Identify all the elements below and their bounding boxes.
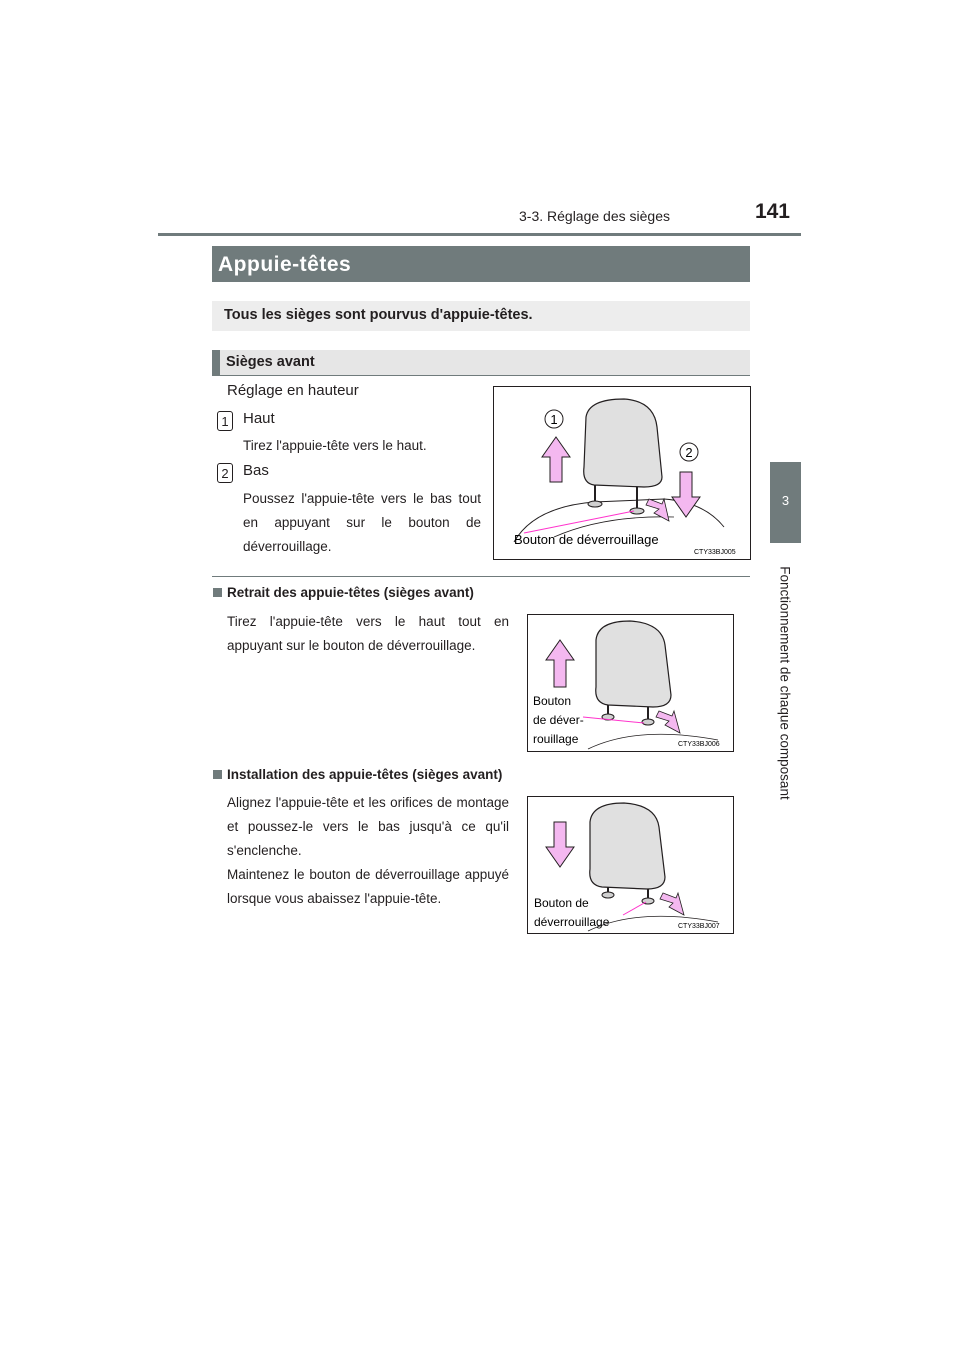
headrest-body bbox=[590, 803, 665, 889]
release-label-line2: déverrouillage bbox=[534, 915, 610, 929]
page-title-bar bbox=[212, 246, 750, 282]
section-divider bbox=[212, 576, 750, 577]
leader-line bbox=[524, 511, 634, 533]
figure-headrest-removal bbox=[527, 614, 734, 752]
figure-code: CTY33BJ007 bbox=[678, 923, 720, 930]
callout-1: 1 bbox=[550, 412, 558, 427]
press-arrow-icon bbox=[656, 711, 680, 733]
release-button-label: Bouton de déverrouillage bbox=[514, 532, 659, 547]
up-arrow-icon bbox=[542, 437, 570, 482]
removal-heading bbox=[213, 585, 474, 600]
intro-text: Tous les sièges sont pourvus d'appuie-têtes. bbox=[224, 307, 533, 323]
intro-bar bbox=[212, 301, 750, 331]
headrest-installation-illustration bbox=[528, 797, 733, 933]
down-arrow-icon bbox=[546, 822, 574, 867]
figure-headrest-installation bbox=[527, 796, 734, 934]
stay-collar-left bbox=[588, 501, 602, 507]
installation-text-2: Maintenez le bouton de déverrouillage appuyé lorsque vous abaissez l'appuie-tête. bbox=[227, 867, 509, 906]
removal-text: Tirez l'appuie-tête vers le haut tout en appuyant sur le bouton de déverrouillage. bbox=[227, 614, 509, 653]
leader-line bbox=[623, 902, 646, 915]
subsection-marker bbox=[212, 350, 220, 375]
chapter-title: Fonctionnement de chaque composant bbox=[777, 566, 793, 800]
stay-collar-left bbox=[602, 892, 614, 898]
page-number: 141 bbox=[754, 200, 790, 223]
step-1-label: Haut bbox=[243, 410, 275, 427]
headrest-removal-illustration bbox=[528, 615, 733, 751]
subsection-bar bbox=[212, 350, 750, 376]
header-rule bbox=[158, 233, 801, 236]
press-arrow-icon bbox=[660, 893, 684, 915]
subsection-title: Sièges avant bbox=[226, 354, 315, 370]
figure-code: CTY33BJ006 bbox=[678, 741, 720, 748]
chapter-tab bbox=[770, 462, 801, 543]
callout-2: 2 bbox=[685, 445, 693, 460]
installation-text-1: Alignez l'appuie-tête et les orifices de montage et poussez-le vers le bas jusqu'à ce qu'il s'enclenche. bbox=[227, 795, 509, 858]
height-adjust-label: Réglage en hauteur bbox=[227, 382, 359, 399]
headrest-height-illustration bbox=[494, 387, 750, 559]
figure-code: CTY33BJ005 bbox=[694, 549, 736, 556]
up-arrow-icon bbox=[546, 640, 574, 687]
installation-heading bbox=[213, 767, 502, 782]
release-label-line1: Bouton bbox=[533, 694, 572, 708]
step-1-desc: Tirez l'appuie-tête vers le haut. bbox=[243, 438, 427, 453]
press-arrow-icon bbox=[646, 499, 669, 521]
release-label-line1: Bouton de bbox=[534, 896, 589, 910]
figure-headrest-height bbox=[493, 386, 751, 560]
headrest-body bbox=[596, 621, 671, 707]
bullet-square-icon bbox=[213, 588, 222, 597]
release-button bbox=[642, 719, 654, 725]
chapter-number: 3 bbox=[781, 493, 790, 508]
release-label-line2: de déver- bbox=[533, 713, 584, 727]
release-label-line3: rouillage bbox=[533, 732, 579, 746]
installation-heading-text: Installation des appuie-têtes (sièges avant) bbox=[227, 767, 503, 782]
chapter-title-vertical bbox=[768, 553, 802, 813]
step-2-number: 2 bbox=[217, 463, 233, 483]
down-arrow-icon bbox=[672, 472, 700, 517]
page-title: Appuie-têtes bbox=[218, 253, 352, 276]
headrest-body bbox=[584, 399, 662, 487]
step-2-desc: Poussez l'appuie-tête vers le bas tout en appuyant sur le bouton de déverrouillage. bbox=[243, 491, 481, 554]
bullet-square-icon bbox=[213, 770, 222, 779]
step-1-number: 1 bbox=[217, 411, 233, 431]
removal-heading-text: Retrait des appuie-têtes (sièges avant) bbox=[227, 585, 474, 600]
section-reference: 3-3. Réglage des sièges bbox=[519, 208, 670, 224]
step-2-label: Bas bbox=[243, 462, 269, 479]
